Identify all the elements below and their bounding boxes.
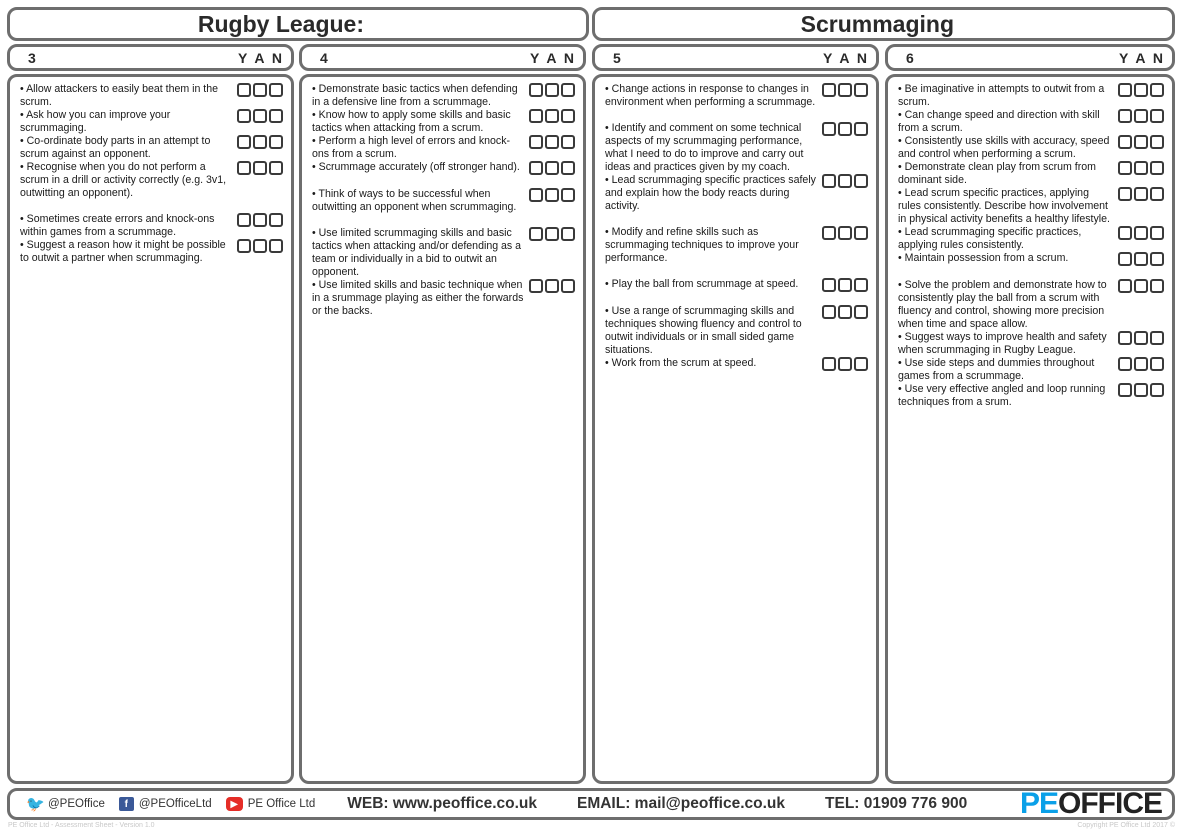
almost-checkbox[interactable] <box>1134 252 1148 266</box>
almost-checkbox[interactable] <box>253 239 267 253</box>
almost-checkbox[interactable] <box>253 161 267 175</box>
level-4-criteria <box>299 74 586 784</box>
almost-checkbox[interactable] <box>1134 135 1148 149</box>
criterion-text: Know how to apply some skills and basic tactics when attacking from a scrum. <box>312 109 511 134</box>
criterion: • Use side steps and dummies throughout games from a scrummage. <box>898 357 1164 383</box>
yes-checkbox[interactable] <box>529 109 543 123</box>
yan-checkboxes <box>1118 135 1164 149</box>
no-checkbox[interactable] <box>854 226 868 240</box>
no-checkbox[interactable] <box>561 109 575 123</box>
title-scrummaging <box>592 7 1175 41</box>
website-link[interactable]: WEB: www.peoffice.co.uk <box>347 795 537 812</box>
no-checkbox[interactable] <box>1150 252 1164 266</box>
criterion: • Ask how you can improve your scrummaging. <box>20 109 283 135</box>
copyright-note: Copyright PE Office Ltd 2017 © <box>1077 822 1175 829</box>
yes-checkbox[interactable] <box>1118 383 1132 397</box>
criterion-text: Recognise when you do not perform a scrum in a drill or activity correctly (e.g. 3v1, outwitting an opponent). <box>20 161 227 199</box>
yan-checkboxes <box>1118 383 1164 397</box>
peoffice-logo <box>1020 789 1162 819</box>
yes-checkbox[interactable] <box>1118 252 1132 266</box>
yan-checkboxes <box>1118 161 1164 175</box>
yes-checkbox[interactable] <box>529 188 543 202</box>
level-4-header <box>299 44 586 71</box>
criterion-text: Lead scrum specific practices, applying rules consistently. Describe how involvement in physical activity benefits a healthy lifestyle. <box>898 187 1110 225</box>
criterion: • Modify and refine skills such as scrummaging techniques to improve your performance. <box>605 226 868 265</box>
yan-checkboxes <box>237 109 283 123</box>
no-checkbox[interactable] <box>854 122 868 136</box>
criterion: • Think of ways to be successful when outwitting an opponent when scrummaging. <box>312 188 575 214</box>
yes-checkbox[interactable] <box>529 227 543 241</box>
yan-checkboxes <box>529 279 575 293</box>
level-label: 3 <box>28 49 36 66</box>
yan-checkboxes <box>1118 109 1164 123</box>
criterion: • Sometimes create errors and knock-ons within games from a scrummage. <box>20 213 283 239</box>
criterion-text: Work from the scrum at speed. <box>611 357 757 369</box>
no-checkbox[interactable] <box>561 227 575 241</box>
almost-checkbox[interactable] <box>545 279 559 293</box>
yes-checkbox[interactable] <box>822 83 836 97</box>
criterion: • Play the ball from scrummage at speed. <box>605 278 868 292</box>
criterion-text: Scrummage accurately (off stronger hand). <box>318 161 520 173</box>
yan-checkboxes <box>529 188 575 202</box>
yan-label: Y A N <box>529 49 576 66</box>
criterion-text: Use a range of scrummaging skills and techniques showing fluency and control to outwit individuals or in small sided game situations. <box>605 305 802 356</box>
criterion: • Identify and comment on some technical aspects of my scrummaging performance, what I need to do to improve and carry out ideas and practices given by my coach. <box>605 122 868 174</box>
no-checkbox[interactable] <box>561 83 575 97</box>
level-label: 4 <box>320 49 328 66</box>
no-checkbox[interactable] <box>269 109 283 123</box>
level-6-header <box>885 44 1175 71</box>
yes-checkbox[interactable] <box>822 357 836 371</box>
criterion: • Co-ordinate body parts in an attempt to scrum against an opponent. <box>20 135 283 161</box>
yan-checkboxes <box>529 109 575 123</box>
no-checkbox[interactable] <box>854 357 868 371</box>
criterion: • Change actions in response to changes in environment when performing a scrummage. <box>605 83 868 109</box>
no-checkbox[interactable] <box>854 174 868 188</box>
yes-checkbox[interactable] <box>1118 226 1132 240</box>
version-note: PE Office Ltd - Assessment Sheet - Version 1.0 <box>8 822 155 829</box>
title-rugby-league <box>7 7 589 41</box>
criterion-text: Maintain possession from a scrum. <box>904 252 1069 264</box>
no-checkbox[interactable] <box>1150 226 1164 240</box>
criterion: • Scrummage accurately (off stronger hand). <box>312 161 575 175</box>
almost-checkbox[interactable] <box>545 161 559 175</box>
yan-checkboxes <box>822 174 868 188</box>
criterion: • Maintain possession from a scrum. <box>898 252 1164 266</box>
no-checkbox[interactable] <box>1150 109 1164 123</box>
almost-checkbox[interactable] <box>253 213 267 227</box>
criterion: • Be imaginative in attempts to outwit from a scrum. <box>898 83 1164 109</box>
yan-checkboxes <box>237 239 283 253</box>
criterion-text: Can change speed and direction with skill from a scrum. <box>898 109 1100 134</box>
email-link[interactable]: EMAIL: mail@peoffice.co.uk <box>576 795 786 812</box>
yan-checkboxes <box>1118 187 1164 201</box>
criterion-text: Ask how you can improve your scrummaging. <box>20 109 171 134</box>
criterion-text: Use limited skills and basic technique when in a srummage playing as either the forwards or the backs. <box>312 279 524 317</box>
phone-number: TEL: 01909 776 900 <box>825 795 968 812</box>
criterion-text: Perform a high level of errors and knock-ons from a scrum. <box>312 135 511 160</box>
yan-checkboxes <box>1118 252 1164 266</box>
criterion: • Demonstrate basic tactics when defending in a defensive line from a scrummage. <box>312 83 575 109</box>
criterion: • Use very effective angled and loop running techniques from a srum. <box>898 383 1164 409</box>
yes-checkbox[interactable] <box>529 279 543 293</box>
level-5-header <box>592 44 879 71</box>
yan-label: Y A N <box>237 49 284 66</box>
criterion: • Suggest a reason how it might be possible to outwit a partner when scrummaging. <box>20 239 283 265</box>
yan-checkboxes <box>237 135 283 149</box>
level-3-criteria <box>7 74 294 784</box>
criterion-text: Use very effective angled and loop running techniques from a srum. <box>898 383 1106 408</box>
criterion-text: Use side steps and dummies throughout games from a scrummage. <box>898 357 1095 382</box>
no-checkbox[interactable] <box>269 161 283 175</box>
yes-checkbox[interactable] <box>822 226 836 240</box>
almost-checkbox[interactable] <box>253 109 267 123</box>
criterion: • Perform a high level of errors and knock-ons from a scrum. <box>312 135 575 161</box>
criterion-text: Use limited scrummaging skills and basic tactics when attacking and/or defending as a team or individually in a bid to outwit an opponent. <box>312 227 522 278</box>
almost-checkbox[interactable] <box>838 174 852 188</box>
yan-checkboxes <box>822 83 868 97</box>
almost-checkbox[interactable] <box>1134 226 1148 240</box>
title-right-text: Scrummaging <box>800 10 954 37</box>
almost-checkbox[interactable] <box>1134 187 1148 201</box>
criterion: • Lead scrummaging specific practices safely and explain how the body reacts during activity. <box>605 174 868 213</box>
level-6-criteria <box>885 74 1175 784</box>
yes-checkbox[interactable] <box>237 109 251 123</box>
almost-checkbox[interactable] <box>1134 161 1148 175</box>
yes-checkbox[interactable] <box>237 161 251 175</box>
criterion: • Can change speed and direction with skill from a scrum. <box>898 109 1164 135</box>
no-checkbox[interactable] <box>1150 383 1164 397</box>
yan-checkboxes <box>529 227 575 241</box>
no-checkbox[interactable] <box>1150 357 1164 371</box>
criterion-text: Play the ball from scrummage at speed. <box>611 278 799 290</box>
no-checkbox[interactable] <box>1150 279 1164 293</box>
yan-checkboxes <box>529 83 575 97</box>
yan-checkboxes <box>822 278 868 292</box>
yan-checkboxes <box>1118 83 1164 97</box>
no-checkbox[interactable] <box>561 161 575 175</box>
criterion-text: Modify and refine skills such as scrummaging techniques to improve your performance. <box>605 226 799 264</box>
criterion: • Solve the problem and demonstrate how to consistently play the ball from a scrum with fluency and control, showing more precision when time and space allow. <box>898 279 1164 331</box>
almost-checkbox[interactable] <box>253 83 267 97</box>
yes-checkbox[interactable] <box>529 83 543 97</box>
footer-bar <box>7 788 1175 820</box>
yan-checkboxes <box>822 226 868 240</box>
almost-checkbox[interactable] <box>545 227 559 241</box>
level-3-header <box>7 44 294 71</box>
criterion: • Work from the scrum at speed. <box>605 357 868 371</box>
no-checkbox[interactable] <box>561 135 575 149</box>
criterion-text: Allow attackers to easily beat them in the scrum. <box>20 83 219 108</box>
criterion-text: Co-ordinate body parts in an attempt to scrum against an opponent. <box>20 135 211 160</box>
yes-checkbox[interactable] <box>822 278 836 292</box>
criterion: • Know how to apply some skills and basic tactics when attacking from a scrum. <box>312 109 575 135</box>
no-checkbox[interactable] <box>269 213 283 227</box>
yes-checkbox[interactable] <box>1118 331 1132 345</box>
yan-checkboxes <box>529 161 575 175</box>
almost-checkbox[interactable] <box>1134 357 1148 371</box>
criterion-text: Be imaginative in attempts to outwit from a scrum. <box>898 83 1105 108</box>
yes-checkbox[interactable] <box>1118 135 1132 149</box>
no-checkbox[interactable] <box>1150 187 1164 201</box>
criterion: • Lead scrummaging specific practices, applying rules consistently. <box>898 226 1164 252</box>
yes-checkbox[interactable] <box>1118 109 1132 123</box>
yan-checkboxes <box>237 83 283 97</box>
criterion-text: Think of ways to be successful when outwitting an opponent when scrummaging. <box>312 188 517 213</box>
level-label: 5 <box>613 49 621 66</box>
yes-checkbox[interactable] <box>1118 279 1132 293</box>
criterion-text: Identify and comment on some technical aspects of my scrummaging performance, what I need to do to improve and carry out ideas and practices given by my coach. <box>605 122 804 173</box>
youtube-link[interactable] <box>226 797 316 811</box>
criterion-text: Lead scrummaging specific practices safely and explain how the body reacts during activity. <box>605 174 816 212</box>
almost-checkbox[interactable] <box>545 188 559 202</box>
yan-checkboxes <box>822 305 868 319</box>
yes-checkbox[interactable] <box>237 135 251 149</box>
no-checkbox[interactable] <box>1150 135 1164 149</box>
criterion: • Recognise when you do not perform a scrum in a drill or activity correctly (e.g. 3v1, outwitting an opponent). <box>20 161 283 200</box>
title-left-text: Rugby League: <box>197 10 364 37</box>
logo-office: OFFICE <box>1058 787 1162 820</box>
almost-checkbox[interactable] <box>253 135 267 149</box>
yan-checkboxes <box>1118 357 1164 371</box>
yan-checkboxes <box>822 122 868 136</box>
twitter-link[interactable] <box>28 797 105 811</box>
yes-checkbox[interactable] <box>822 122 836 136</box>
no-checkbox[interactable] <box>561 188 575 202</box>
criterion: • Use limited scrummaging skills and basic tactics when attacking and/or defending as a team or individually in a bid to outwit an opponent. <box>312 227 575 279</box>
yes-checkbox[interactable] <box>1118 83 1132 97</box>
yes-checkbox[interactable] <box>529 161 543 175</box>
criterion-text: Suggest a reason how it might be possible to outwit a partner when scrummaging. <box>20 239 226 264</box>
no-checkbox[interactable] <box>561 279 575 293</box>
no-checkbox[interactable] <box>854 305 868 319</box>
twitter-icon: 🐦 <box>26 796 45 813</box>
almost-checkbox[interactable] <box>545 109 559 123</box>
almost-checkbox[interactable] <box>838 122 852 136</box>
criterion-text: Solve the problem and demonstrate how to consistently play the ball from a scrum with fluency and control, showing more precision when time and space allow. <box>898 279 1107 330</box>
yan-label: Y A N <box>822 49 869 66</box>
almost-checkbox[interactable] <box>838 357 852 371</box>
yan-checkboxes <box>237 213 283 227</box>
facebook-icon: f <box>119 797 134 811</box>
criterion: • Use a range of scrummaging skills and techniques showing fluency and control to outwit individuals or in small sided game situations. <box>605 305 868 357</box>
almost-checkbox[interactable] <box>1134 109 1148 123</box>
yan-checkboxes <box>822 357 868 371</box>
criterion: • Allow attackers to easily beat them in the scrum. <box>20 83 283 109</box>
yes-checkbox[interactable] <box>1118 357 1132 371</box>
criterion: • Suggest ways to improve health and safety when scrummaging in Rugby League. <box>898 331 1164 357</box>
no-checkbox[interactable] <box>1150 83 1164 97</box>
yan-checkboxes <box>1118 226 1164 240</box>
logo-pe: PE <box>1019 787 1058 820</box>
almost-checkbox[interactable] <box>838 83 852 97</box>
criterion: • Use limited skills and basic technique when in a srummage playing as either the forwards or the backs. <box>312 279 575 318</box>
no-checkbox[interactable] <box>854 278 868 292</box>
almost-checkbox[interactable] <box>838 226 852 240</box>
yes-checkbox[interactable] <box>1118 161 1132 175</box>
yes-checkbox[interactable] <box>237 83 251 97</box>
yes-checkbox[interactable] <box>822 174 836 188</box>
almost-checkbox[interactable] <box>1134 83 1148 97</box>
yes-checkbox[interactable] <box>529 135 543 149</box>
criterion-text: Suggest ways to improve health and safety when scrummaging in Rugby League. <box>898 331 1107 356</box>
criterion-text: Change actions in response to changes in environment when performing a scrummage. <box>605 83 816 108</box>
almost-checkbox[interactable] <box>1134 383 1148 397</box>
criterion-text: Demonstrate basic tactics when defending in a defensive line from a scrummage. <box>312 83 518 108</box>
level-label: 6 <box>906 49 914 66</box>
criterion-text: Sometimes create errors and knock-ons within games from a scrummage. <box>20 213 215 238</box>
criterion: • Consistently use skills with accuracy, speed and control when performing a scrum. <box>898 135 1164 161</box>
facebook-link[interactable] <box>119 797 212 811</box>
almost-checkbox[interactable] <box>838 305 852 319</box>
youtube-icon: ▶ <box>226 797 243 811</box>
no-checkbox[interactable] <box>269 135 283 149</box>
yan-label: Y A N <box>1118 49 1165 66</box>
yan-checkboxes <box>1118 331 1164 345</box>
criterion: • Lead scrum specific practices, applying rules consistently. Describe how involvement in physical activity benefits a healthy lifestyle. <box>898 187 1164 226</box>
no-checkbox[interactable] <box>269 83 283 97</box>
yan-checkboxes <box>529 135 575 149</box>
no-checkbox[interactable] <box>1150 331 1164 345</box>
youtube-handle: PE Office Ltd <box>247 798 316 810</box>
yes-checkbox[interactable] <box>237 239 251 253</box>
yan-checkboxes <box>1118 279 1164 293</box>
almost-checkbox[interactable] <box>1134 331 1148 345</box>
no-checkbox[interactable] <box>854 83 868 97</box>
criterion: • Demonstrate clean play from scrum from dominant side. <box>898 161 1164 187</box>
yes-checkbox[interactable] <box>1118 187 1132 201</box>
criterion-text: Demonstrate clean play from scrum from dominant side. <box>898 161 1096 186</box>
facebook-handle: @PEOfficeLtd <box>138 798 212 810</box>
almost-checkbox[interactable] <box>838 278 852 292</box>
criterion-text: Lead scrummaging specific practices, applying rules consistently. <box>898 226 1082 251</box>
yes-checkbox[interactable] <box>822 305 836 319</box>
almost-checkbox[interactable] <box>545 83 559 97</box>
twitter-handle: @PEOffice <box>48 798 105 810</box>
almost-checkbox[interactable] <box>545 135 559 149</box>
level-5-criteria <box>592 74 879 784</box>
almost-checkbox[interactable] <box>1134 279 1148 293</box>
yan-checkboxes <box>237 161 283 175</box>
criterion-text: Consistently use skills with accuracy, speed and control when performing a scrum. <box>898 135 1110 160</box>
no-checkbox[interactable] <box>269 239 283 253</box>
no-checkbox[interactable] <box>1150 161 1164 175</box>
yes-checkbox[interactable] <box>237 213 251 227</box>
